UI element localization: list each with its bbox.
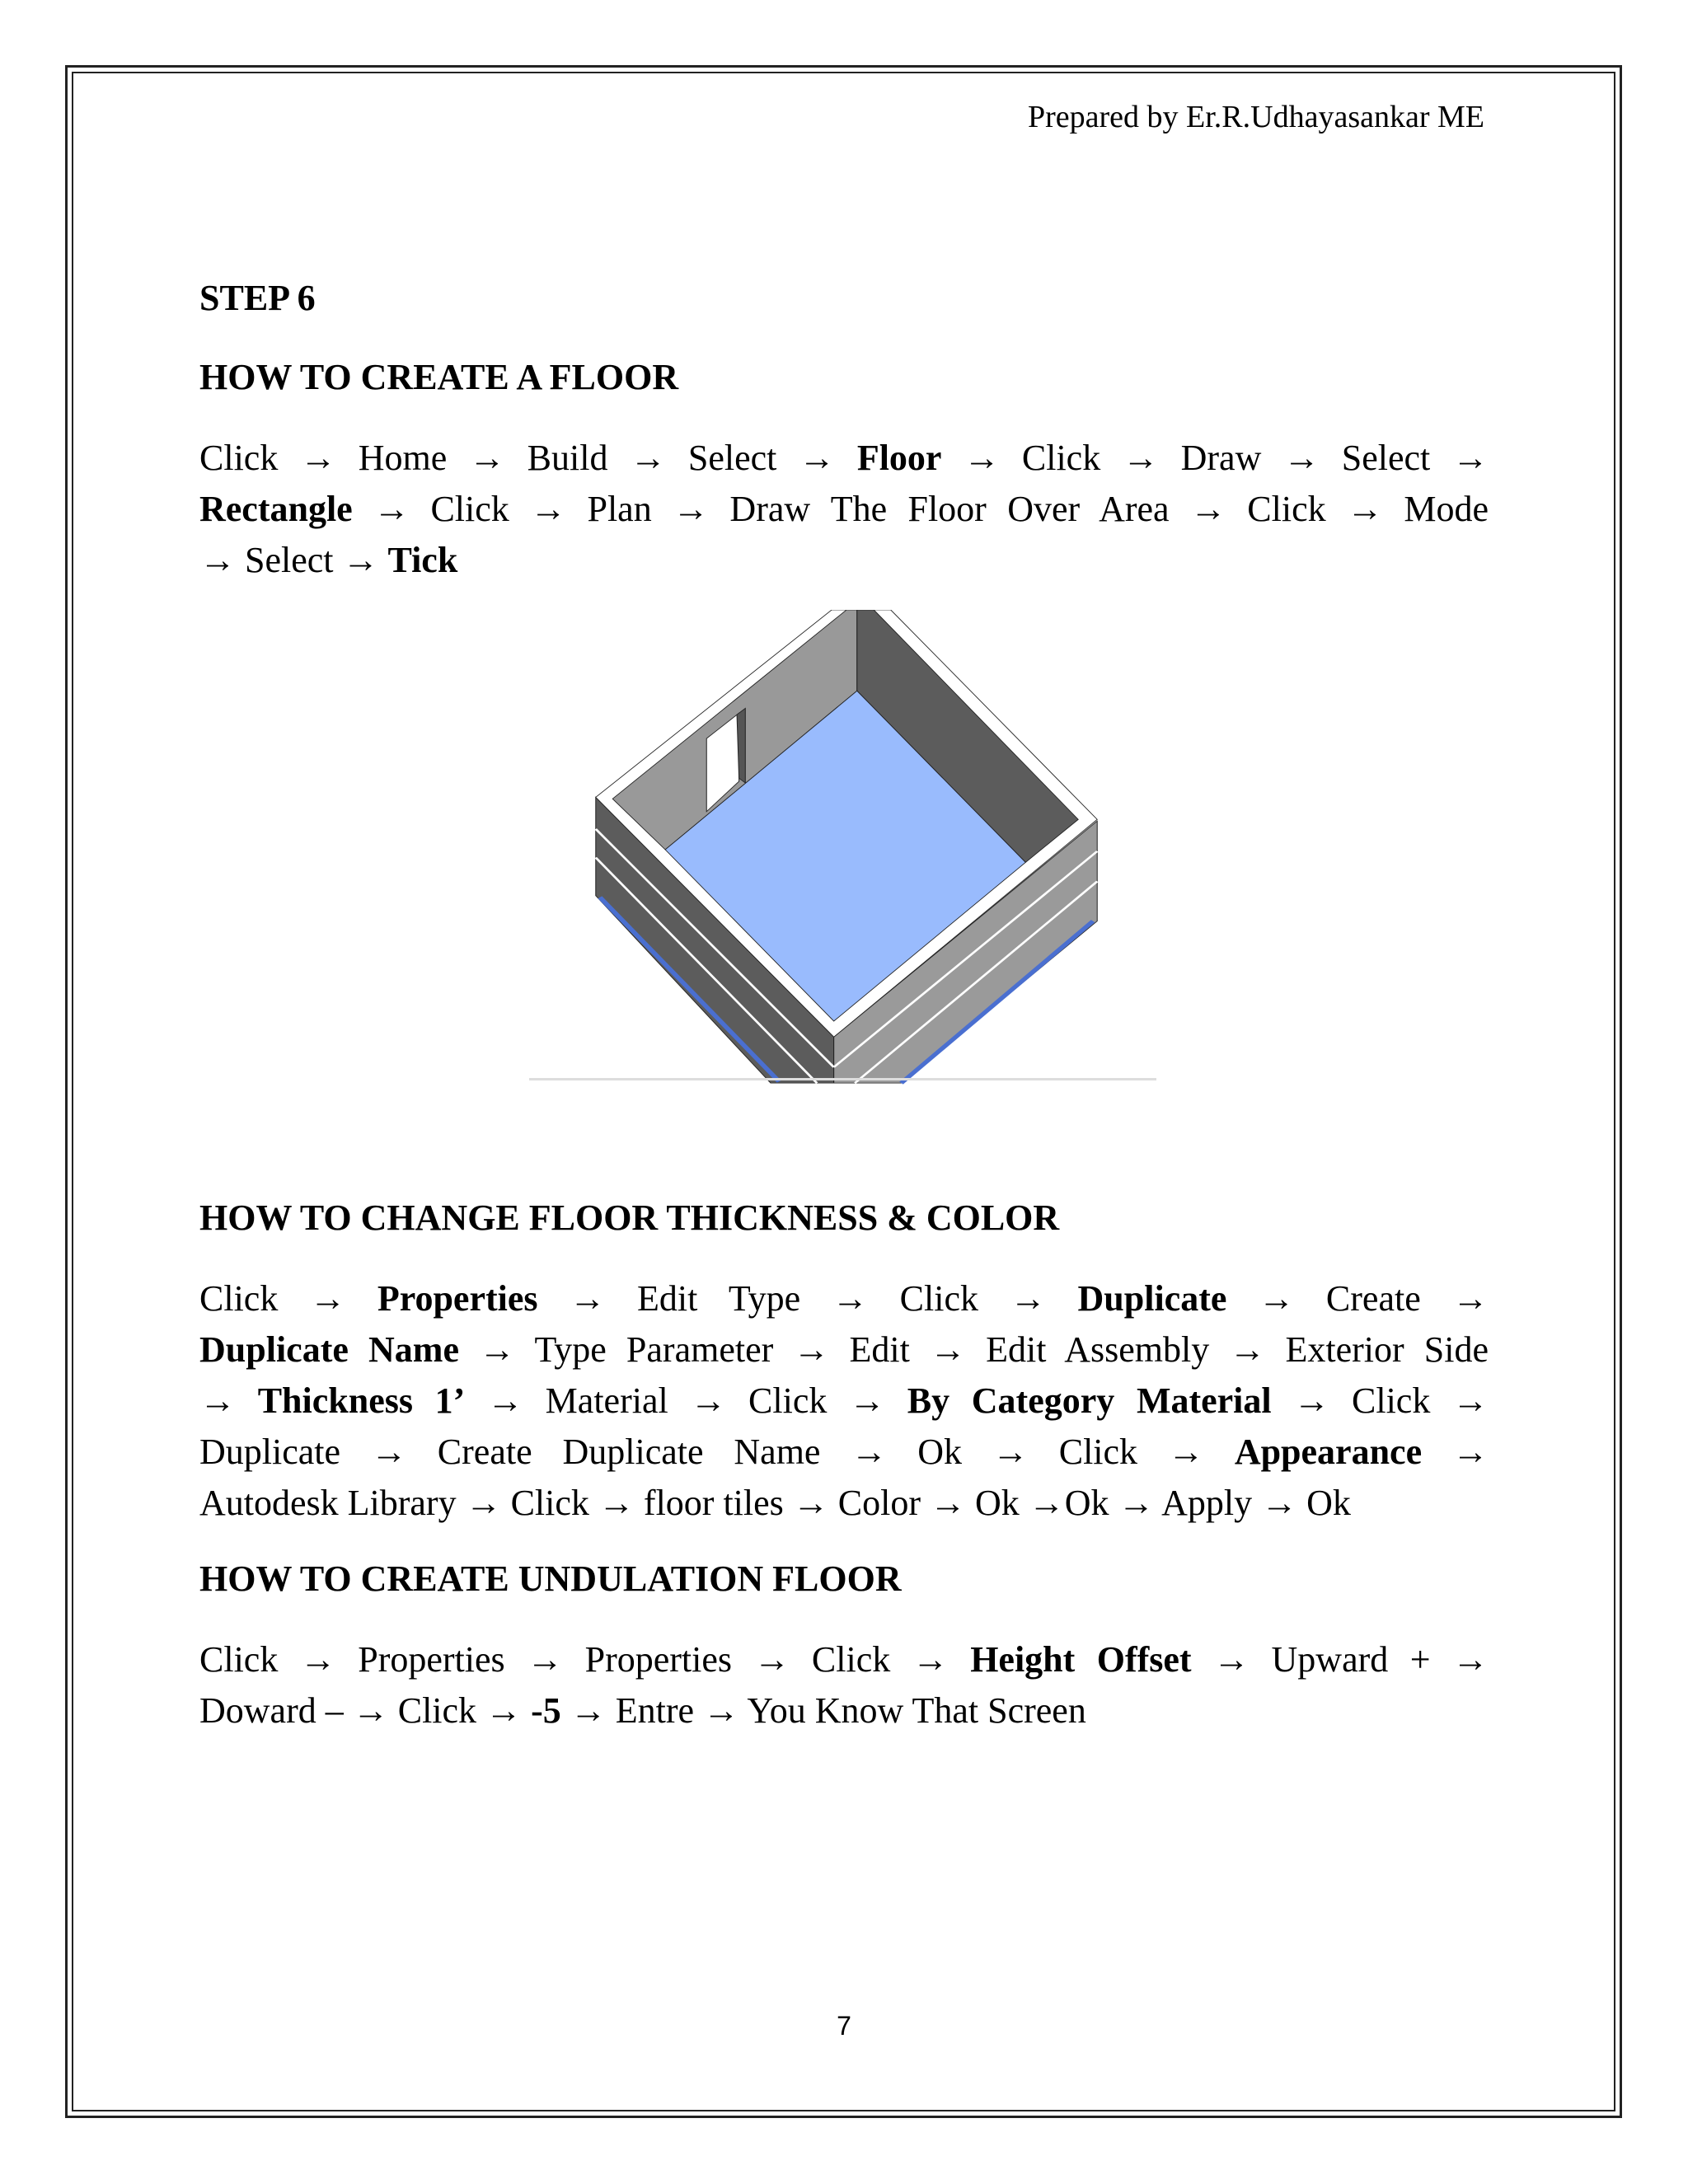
instruction-text: → Type Parameter → Edit → Edit Assembly → Exterior Side [458, 1329, 1489, 1370]
instruction-text: → Click → [1271, 1380, 1489, 1421]
floor-3d-figure [585, 610, 1108, 1086]
section-heading: HOW TO CREATE A FLOOR [199, 357, 679, 397]
section-body [199, 433, 1489, 586]
section-body [199, 1634, 1489, 1736]
instruction-line [199, 1273, 1489, 1324]
bold-term: Duplicate [1077, 1278, 1227, 1319]
bold-term: Tick [387, 540, 458, 580]
section-heading: HOW TO CHANGE FLOOR THICKNESS & COLOR [199, 1197, 1060, 1238]
instruction-text: Click → Home → Build → Select → [199, 438, 857, 478]
step-title: STEP 6 [199, 278, 316, 318]
instruction-text: Autodesk Library → Click → floor tiles → Color → Ok →Ok → Apply → Ok [199, 1483, 1351, 1523]
bold-term: By Category Material [907, 1380, 1272, 1421]
instruction-line [199, 484, 1489, 535]
section-heading: HOW TO CREATE UNDULATION FLOOR [199, 1558, 902, 1599]
instruction-line [199, 535, 1489, 586]
instruction-text: Duplicate → Create Duplicate Name → Ok → Click → [199, 1432, 1235, 1472]
instruction-text: Click → Properties → Properties → Click → [199, 1639, 971, 1680]
instruction-text: → Create → [1226, 1278, 1489, 1319]
instruction-text: → Click → Draw → Select → [941, 438, 1489, 478]
bold-term: Duplicate Name [199, 1329, 459, 1370]
page-number: 7 [837, 2011, 851, 2041]
instruction-text: → Entre → You Know That Screen [560, 1690, 1086, 1731]
instruction-text: → Click → Plan → Draw The Floor Over Area → Click → Mode [352, 489, 1489, 529]
bold-term: Rectangle [199, 489, 353, 529]
instruction-text: → Material → Click → [465, 1380, 907, 1421]
instruction-text: Click → [199, 1278, 377, 1319]
bold-term: Properties [377, 1278, 538, 1319]
bold-term: Height Offset [970, 1639, 1192, 1680]
instruction-line [199, 1324, 1489, 1376]
instruction-text: → [199, 1380, 258, 1421]
instruction-text: → Select → [199, 540, 388, 580]
instruction-line [199, 1427, 1489, 1478]
bold-term: Appearance [1234, 1432, 1423, 1472]
figure-baseline [529, 1078, 1156, 1080]
prepared-by: Prepared by Er.R.Udhayasankar ME [1027, 100, 1484, 134]
instruction-line [199, 1376, 1489, 1427]
bold-term: -5 [531, 1690, 561, 1731]
instruction-text: → Edit Type → Click → [537, 1278, 1078, 1319]
bold-term: Thickness 1’ [257, 1380, 466, 1421]
instruction-text: → [1422, 1432, 1489, 1472]
instruction-line [199, 433, 1489, 484]
instruction-line [199, 1685, 1489, 1736]
section-body [199, 1273, 1489, 1529]
instruction-text: → Upward + → [1191, 1639, 1489, 1680]
instruction-line [199, 1478, 1489, 1529]
instruction-text: Doward – → Click → [199, 1690, 532, 1731]
instruction-line [199, 1634, 1489, 1685]
bold-term: Floor [856, 438, 942, 478]
